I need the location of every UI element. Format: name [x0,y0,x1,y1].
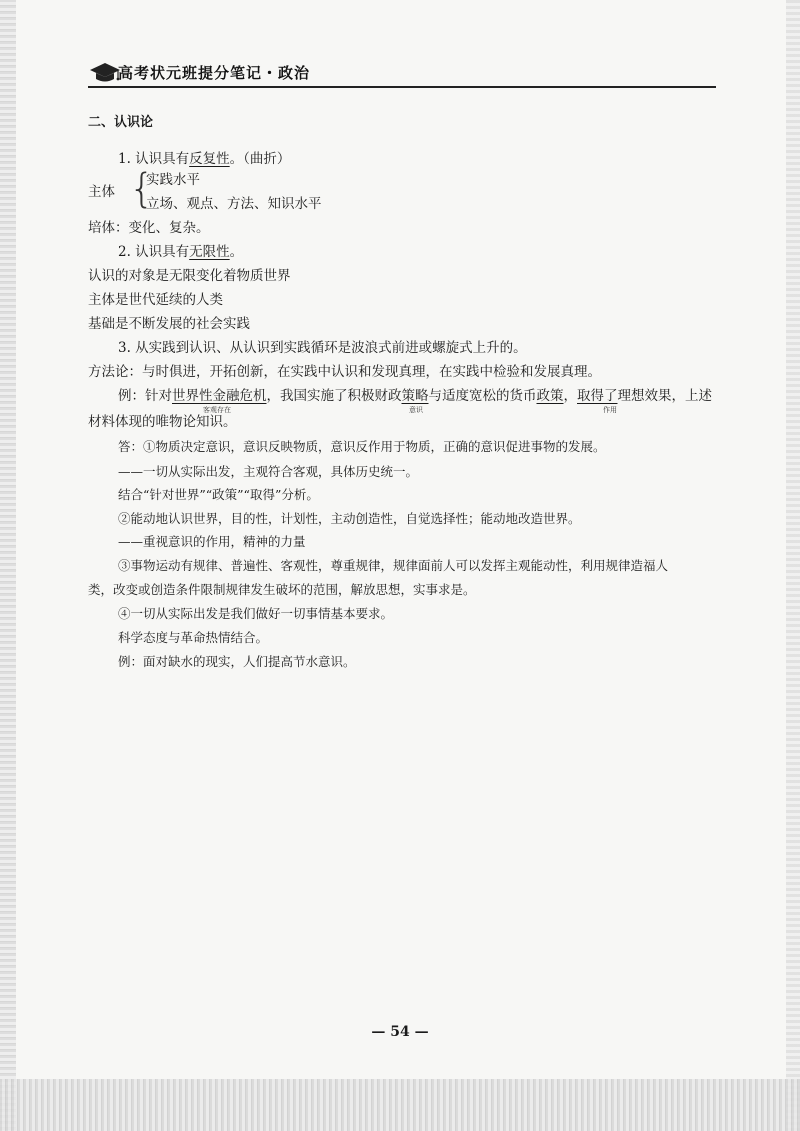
answer-line: 科学态度与革命热情结合。 [118,630,269,645]
answer-line: 类，改变或创造条件限制规律发生破坏的范围，解放思想，实事求是。 [88,582,476,597]
example-emphasis: 策略 [401,388,429,404]
annotation: 作用 [603,406,617,414]
infinite-line: 基础是不断发展的社会实践 [88,316,250,332]
header-title: 高考状元班提分笔记・政治 [118,64,311,82]
answer-line: 结合“针对世界”“政策”“取得”分析。 [118,487,319,502]
header-rule [88,86,716,88]
point-1-suffix: 。（曲折） [229,151,291,167]
answer-line: ④一切从实际出发是我们做好一切事情基本要求。 [118,606,394,621]
answer-line: ③事物运动有规律、普遍性、客观性，尊重规律，规律面前人可以发挥主观能动性，利用规律造福人 [118,558,669,573]
answer-line: ——重视意识的作用，精神的力量 [118,534,306,549]
subject-label: 主体 [88,184,115,200]
infinite-line: 主体是世代延续的人类 [88,292,223,308]
example-text: ，我国实施了积极财政 [266,388,402,404]
example-text: 例：针对 [118,388,172,404]
point-2 [118,243,243,261]
point-2-prefix: 2. 认识具有 [118,244,190,260]
graduation-cap-icon [88,58,122,84]
answer-line: ——一切从实际出发，主观符合客观，具体历史统一。 [118,464,419,479]
example-emphasis: 取得了 [577,388,618,404]
example-text: 理想效果，上述 [617,388,712,404]
scan-edge-left [0,0,16,1131]
brace-symbol: { [129,166,155,212]
object-line: 培体：变化、复杂。 [88,220,210,236]
example-line [118,387,712,405]
subject-item: 实践水平 [146,172,200,188]
point-3: 3. 从实践到认识、从认识到实践循环是波浪式前进或螺旋式上升的。 [118,340,527,356]
scan-edge-bottom [0,1079,800,1131]
annotation: 客观存在 [203,406,231,414]
point-1-prefix: 1. 认识具有 [118,151,190,167]
example-text: ， [563,388,577,404]
annotation: 意识 [409,406,423,414]
page-header [88,58,716,88]
example-emphasis: 政策 [536,388,564,404]
methodology-line: 方法论：与时俱进，开拓创新，在实践中认识和发现真理，在实践中检验和发展真理。 [88,364,601,380]
answer-line: 例：面对缺水的现实，人们提高节水意识。 [118,654,356,669]
example-emphasis: 世界性金融危机 [172,388,267,404]
answer-line: ②能动地认识世界，目的性，计划性，主动创造性，自觉选择性；能动地改造世界。 [118,511,581,526]
section-title: 二、认识论 [88,115,154,130]
page-number: — 54 — [371,1024,429,1040]
point-1-emphasis: 反复性 [189,151,230,167]
subject-item: 立场、观点、方法、知识水平 [146,196,322,212]
point-2-emphasis: 无限性 [189,244,230,260]
scan-edge-right [786,0,800,1131]
infinite-line: 认识的对象是无限变化着物质世界 [88,268,291,284]
example-text: 与适度宽松的货币 [428,388,537,404]
answer-line: 答：①物质决定意识，意识反映物质，意识反作用于物质，正确的意识促进事物的发展。 [118,439,606,454]
example-line-2: 材料体现的唯物论知识。 [88,414,237,430]
point-2-suffix: 。 [229,244,244,260]
